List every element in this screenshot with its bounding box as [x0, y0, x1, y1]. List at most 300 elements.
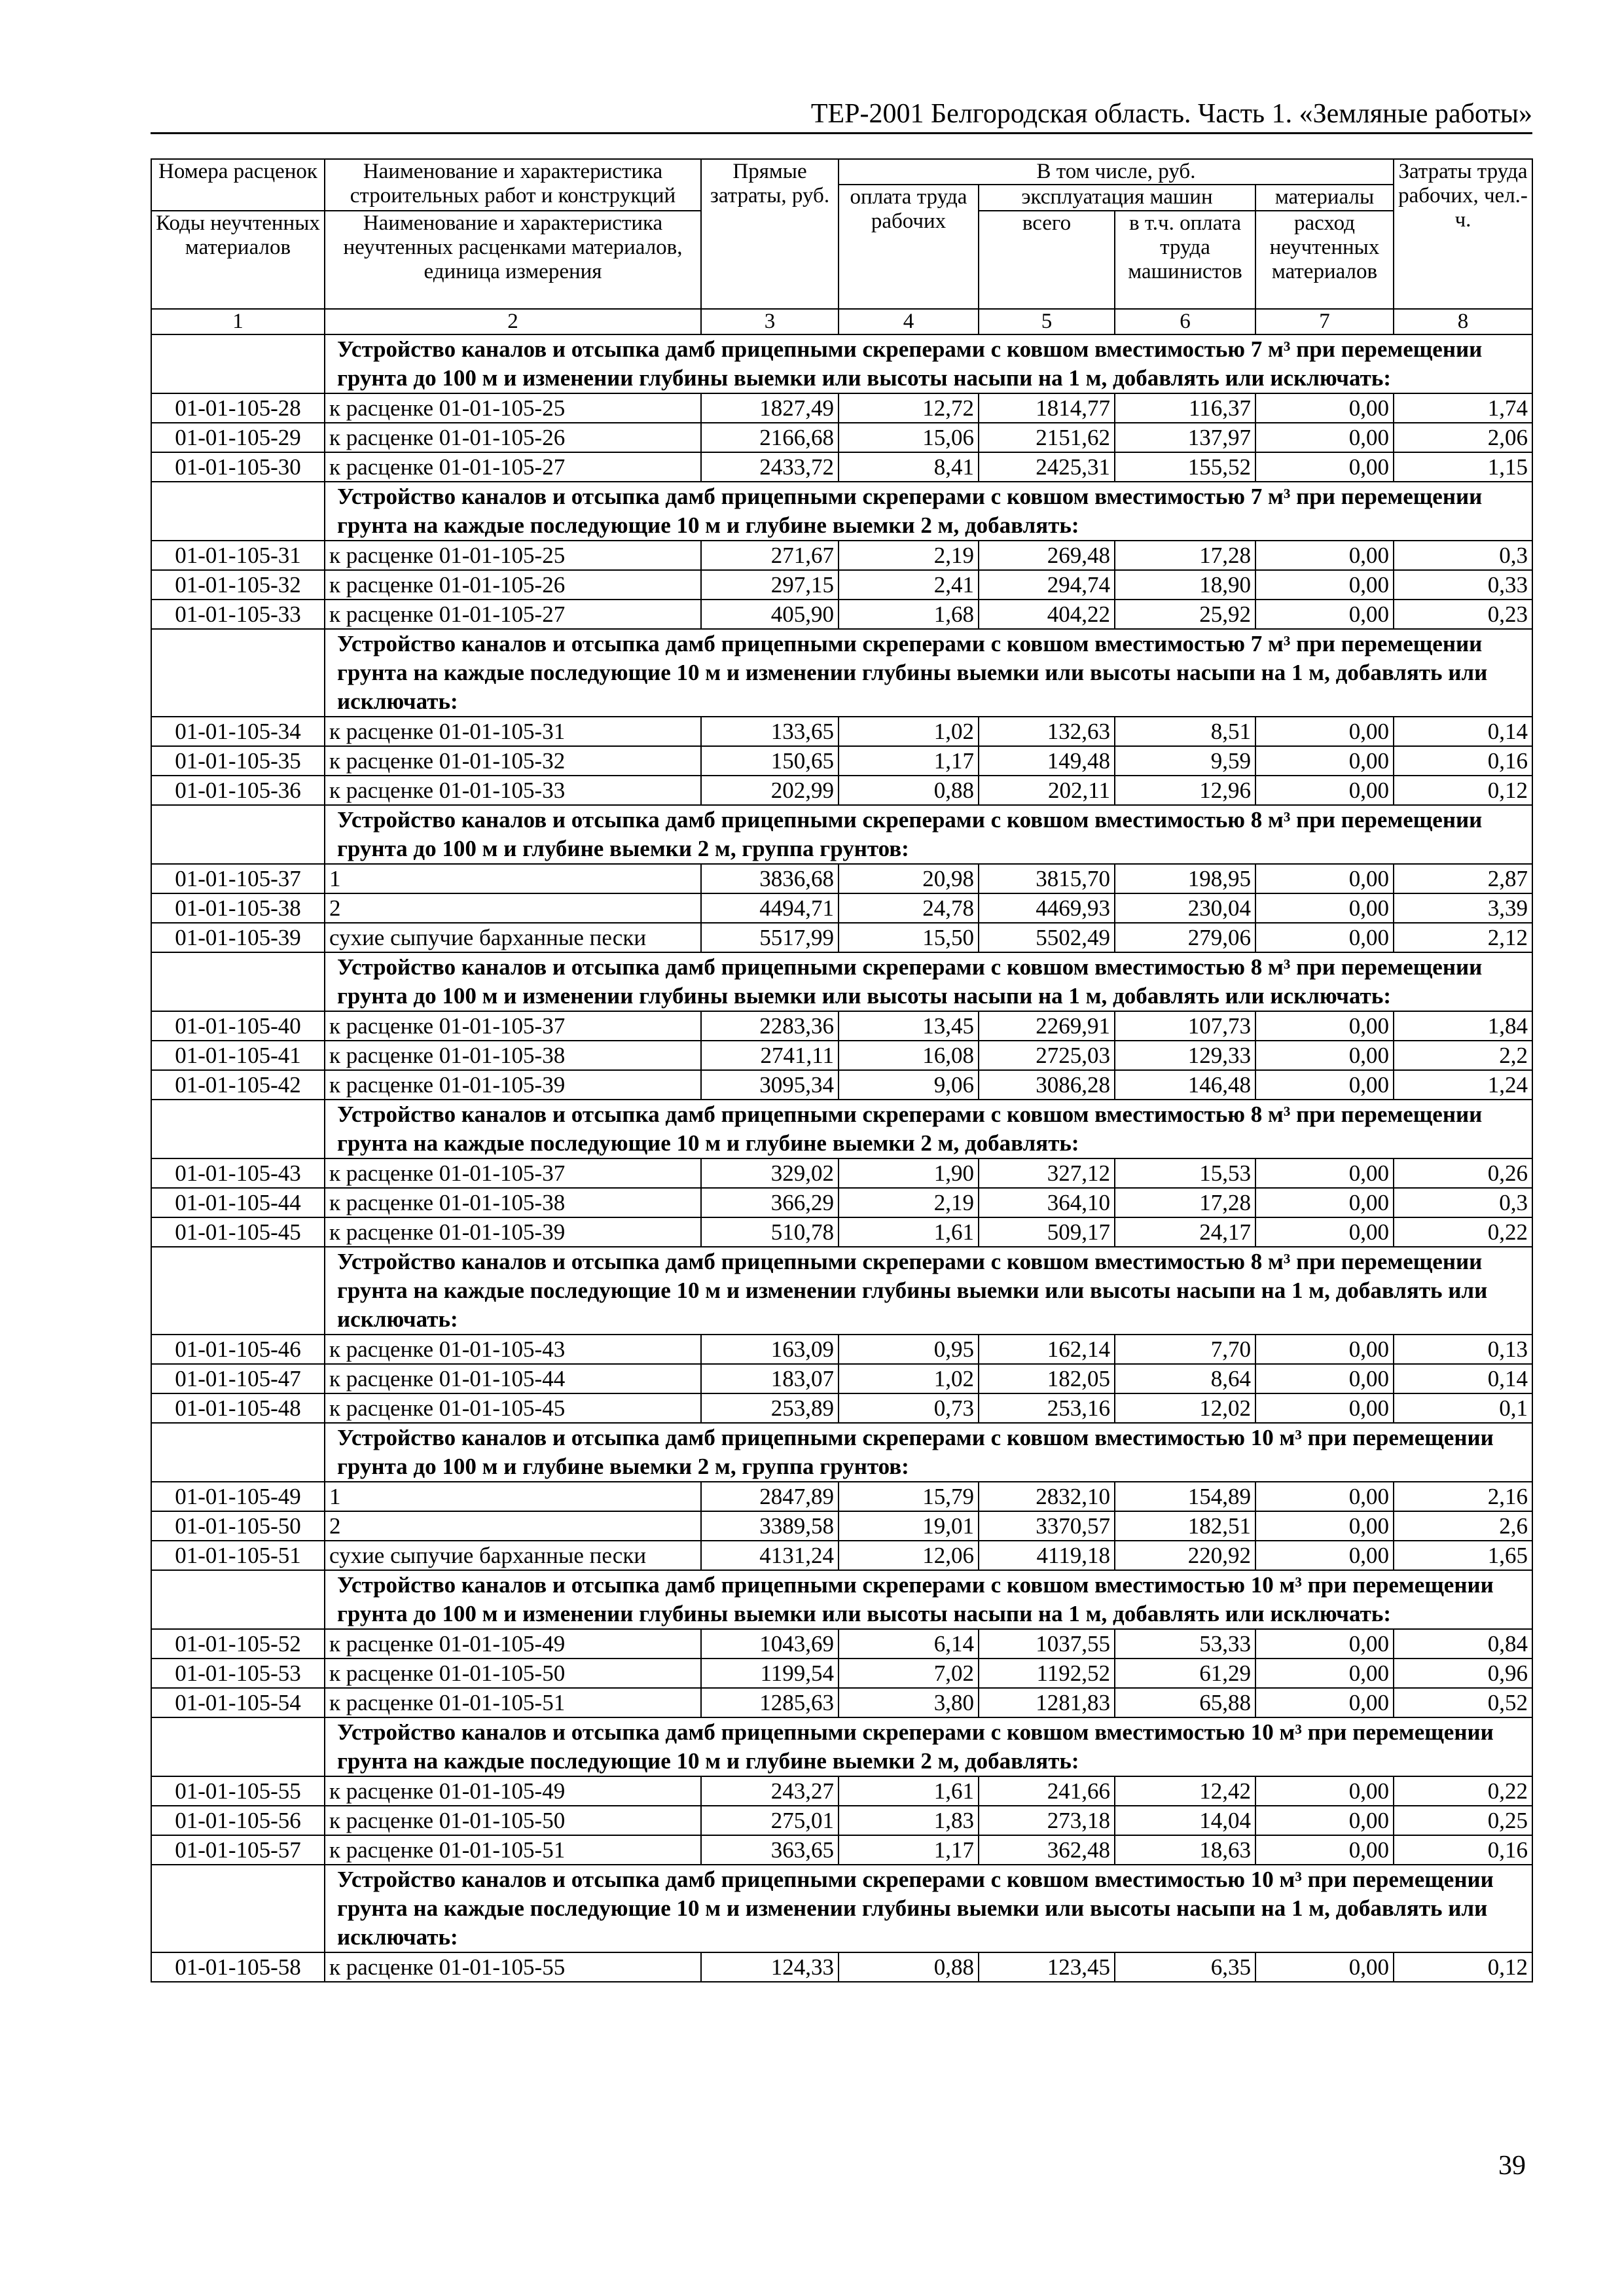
machinist-pay: 155,52 — [1115, 452, 1255, 482]
materials-cost: 0,00 — [1255, 923, 1394, 952]
direct-costs: 4494,71 — [701, 893, 839, 923]
machines-total: 1192,52 — [979, 1659, 1115, 1688]
rate-name: к расценке 01-01-105-44 — [325, 1364, 701, 1393]
direct-costs: 5517,99 — [701, 923, 839, 952]
table-header — [151, 159, 1532, 334]
labor-hours: 2,16 — [1394, 1482, 1532, 1511]
machinist-pay: 25,92 — [1115, 600, 1255, 629]
rate-code: 01-01-105-48 — [151, 1393, 325, 1423]
section-blank-cell — [151, 1865, 325, 1952]
rate-code: 01-01-105-54 — [151, 1688, 325, 1717]
section-title: Устройство каналов и отсыпка дамб прицепными скреперами с ковшом вместимостью 7 м³ при перемещении грунта до 100 м и изменении глубины выемки или высоты насыпи на 1 м, добавлять или исключать: — [325, 334, 1532, 393]
machinist-pay: 65,88 — [1115, 1688, 1255, 1717]
worker-pay: 7,02 — [839, 1659, 979, 1688]
rate-name: к расценке 01-01-105-39 — [325, 1070, 701, 1100]
direct-costs: 2741,11 — [701, 1041, 839, 1070]
machines-total: 5502,49 — [979, 923, 1115, 952]
rate-code: 01-01-105-58 — [151, 1952, 325, 1982]
labor-hours: 0,12 — [1394, 1952, 1532, 1982]
worker-pay: 20,98 — [839, 864, 979, 893]
materials-cost: 0,00 — [1255, 1835, 1394, 1865]
section-blank-cell — [151, 1100, 325, 1158]
materials-cost: 0,00 — [1255, 864, 1394, 893]
direct-costs: 1199,54 — [701, 1659, 839, 1688]
worker-pay: 0,88 — [839, 1952, 979, 1982]
section-blank-cell — [151, 482, 325, 541]
section-heading-row — [151, 482, 1532, 541]
labor-hours: 0,13 — [1394, 1335, 1532, 1364]
table-row — [151, 1629, 1532, 1659]
table-row — [151, 1541, 1532, 1570]
materials-cost: 0,00 — [1255, 1659, 1394, 1688]
machines-total: 2725,03 — [979, 1041, 1115, 1070]
header-machinist-pay: в т.ч. оплата труда машинистов — [1115, 211, 1255, 309]
column-number: 2 — [325, 309, 701, 334]
rate-code: 01-01-105-28 — [151, 393, 325, 423]
table-row — [151, 1659, 1532, 1688]
materials-cost: 0,00 — [1255, 1482, 1394, 1511]
materials-cost: 0,00 — [1255, 600, 1394, 629]
worker-pay: 0,73 — [839, 1393, 979, 1423]
labor-hours: 0,96 — [1394, 1659, 1532, 1688]
rate-name: сухие сыпучие барханные пески — [325, 1541, 701, 1570]
labor-hours: 2,2 — [1394, 1041, 1532, 1070]
direct-costs: 133,65 — [701, 717, 839, 746]
rate-name: к расценке 01-01-105-39 — [325, 1217, 701, 1247]
direct-costs: 405,90 — [701, 600, 839, 629]
materials-cost: 0,00 — [1255, 423, 1394, 452]
direct-costs: 202,99 — [701, 776, 839, 805]
rate-name: к расценке 01-01-105-27 — [325, 600, 701, 629]
table-row — [151, 1011, 1532, 1041]
materials-cost: 0,00 — [1255, 1511, 1394, 1541]
table-row — [151, 1217, 1532, 1247]
table-row — [151, 864, 1532, 893]
machines-total: 3370,57 — [979, 1511, 1115, 1541]
rate-name: к расценке 01-01-105-50 — [325, 1659, 701, 1688]
worker-pay: 1,17 — [839, 746, 979, 776]
section-blank-cell — [151, 1247, 325, 1335]
section-blank-cell — [151, 805, 325, 864]
rate-name: 1 — [325, 864, 701, 893]
section-title: Устройство каналов и отсыпка дамб прицепными скреперами с ковшом вместимостью 10 м³ при перемещении грунта до 100 м и глубине выемки 2 м, группа грунтов: — [325, 1423, 1532, 1482]
machinist-pay: 107,73 — [1115, 1011, 1255, 1041]
rate-code: 01-01-105-39 — [151, 923, 325, 952]
header-direct-costs: Прямые затраты, руб. — [701, 159, 839, 309]
direct-costs: 183,07 — [701, 1364, 839, 1393]
machines-total: 3086,28 — [979, 1070, 1115, 1100]
machinist-pay: 154,89 — [1115, 1482, 1255, 1511]
machines-total: 132,63 — [979, 717, 1115, 746]
header-unaccounted-materials: расход неучтенных материалов — [1255, 211, 1394, 309]
section-title: Устройство каналов и отсыпка дамб прицепными скреперами с ковшом вместимостью 7 м³ при перемещении грунта на каждые последующие 10 м и изменении глубины выемки или высоты насыпи на 1 м, добавлять или исключать: — [325, 629, 1532, 717]
table-row — [151, 717, 1532, 746]
direct-costs: 366,29 — [701, 1188, 839, 1217]
rate-name: 2 — [325, 893, 701, 923]
rate-code: 01-01-105-49 — [151, 1482, 325, 1511]
table-row — [151, 1393, 1532, 1423]
machinist-pay: 17,28 — [1115, 1188, 1255, 1217]
labor-hours: 2,6 — [1394, 1511, 1532, 1541]
materials-cost: 0,00 — [1255, 1217, 1394, 1247]
table-row — [151, 746, 1532, 776]
rate-code: 01-01-105-52 — [151, 1629, 325, 1659]
section-heading-row — [151, 952, 1532, 1011]
table-row — [151, 1364, 1532, 1393]
direct-costs: 271,67 — [701, 541, 839, 570]
labor-hours: 0,33 — [1394, 570, 1532, 600]
rate-code: 01-01-105-43 — [151, 1158, 325, 1188]
labor-hours: 2,87 — [1394, 864, 1532, 893]
direct-costs: 510,78 — [701, 1217, 839, 1247]
table-row — [151, 600, 1532, 629]
rate-code: 01-01-105-38 — [151, 893, 325, 923]
machinist-pay: 230,04 — [1115, 893, 1255, 923]
machinist-pay: 12,02 — [1115, 1393, 1255, 1423]
section-blank-cell — [151, 1570, 325, 1629]
machinist-pay: 9,59 — [1115, 746, 1255, 776]
materials-cost: 0,00 — [1255, 1011, 1394, 1041]
rate-name: к расценке 01-01-105-43 — [325, 1335, 701, 1364]
materials-cost: 0,00 — [1255, 541, 1394, 570]
rate-code: 01-01-105-47 — [151, 1364, 325, 1393]
rate-name: к расценке 01-01-105-26 — [325, 570, 701, 600]
rate-code: 01-01-105-57 — [151, 1835, 325, 1865]
rate-code: 01-01-105-29 — [151, 423, 325, 452]
machinist-pay: 61,29 — [1115, 1659, 1255, 1688]
labor-hours: 0,14 — [1394, 1364, 1532, 1393]
machines-total: 3815,70 — [979, 864, 1115, 893]
header-machine-operation: эксплуатация машин — [979, 185, 1255, 211]
worker-pay: 2,19 — [839, 541, 979, 570]
direct-costs: 329,02 — [701, 1158, 839, 1188]
materials-cost: 0,00 — [1255, 1364, 1394, 1393]
rate-code: 01-01-105-42 — [151, 1070, 325, 1100]
table-row — [151, 1688, 1532, 1717]
materials-cost: 0,00 — [1255, 1393, 1394, 1423]
materials-cost: 0,00 — [1255, 1688, 1394, 1717]
direct-costs: 1827,49 — [701, 393, 839, 423]
column-number: 5 — [979, 309, 1115, 334]
table-row — [151, 776, 1532, 805]
table-row — [151, 452, 1532, 482]
section-blank-cell — [151, 952, 325, 1011]
materials-cost: 0,00 — [1255, 1158, 1394, 1188]
labor-hours: 2,12 — [1394, 923, 1532, 952]
section-blank-cell — [151, 1717, 325, 1776]
worker-pay: 1,02 — [839, 717, 979, 746]
column-number: 8 — [1394, 309, 1532, 334]
rate-name: к расценке 01-01-105-51 — [325, 1835, 701, 1865]
header-materials: материалы — [1255, 185, 1394, 211]
labor-hours: 3,39 — [1394, 893, 1532, 923]
materials-cost: 0,00 — [1255, 1041, 1394, 1070]
machines-total: 2425,31 — [979, 452, 1115, 482]
machinist-pay: 146,48 — [1115, 1070, 1255, 1100]
direct-costs: 2847,89 — [701, 1482, 839, 1511]
machinist-pay: 53,33 — [1115, 1629, 1255, 1659]
machines-total: 1037,55 — [979, 1629, 1115, 1659]
rate-name: к расценке 01-01-105-25 — [325, 393, 701, 423]
labor-hours: 1,24 — [1394, 1070, 1532, 1100]
rate-name: к расценке 01-01-105-55 — [325, 1952, 701, 1982]
labor-hours: 0,84 — [1394, 1629, 1532, 1659]
section-blank-cell — [151, 629, 325, 717]
labor-hours: 0,12 — [1394, 776, 1532, 805]
worker-pay: 3,80 — [839, 1688, 979, 1717]
labor-hours: 1,15 — [1394, 452, 1532, 482]
table-row — [151, 1511, 1532, 1541]
section-title: Устройство каналов и отсыпка дамб прицепными скреперами с ковшом вместимостью 10 м³ при перемещении грунта на каждые последующие 10 м и изменении глубины выемки или высоты насыпи на 1 м, добавлять или исключать: — [325, 1865, 1532, 1952]
rate-name: к расценке 01-01-105-32 — [325, 746, 701, 776]
labor-hours: 0,14 — [1394, 717, 1532, 746]
rate-name: сухие сыпучие барханные пески — [325, 923, 701, 952]
labor-hours: 0,1 — [1394, 1393, 1532, 1423]
rate-code: 01-01-105-32 — [151, 570, 325, 600]
labor-hours: 1,74 — [1394, 393, 1532, 423]
header-machines-total: всего — [979, 211, 1115, 309]
section-heading-row — [151, 1717, 1532, 1776]
section-heading-row — [151, 629, 1532, 717]
machinist-pay: 8,51 — [1115, 717, 1255, 746]
labor-hours: 0,16 — [1394, 746, 1532, 776]
header-material-name: Наименование и характеристика неучтенных расценками материалов, единица измерения — [325, 211, 701, 309]
direct-costs: 2166,68 — [701, 423, 839, 452]
labor-hours: 0,3 — [1394, 1188, 1532, 1217]
table-row — [151, 1952, 1532, 1982]
machines-total: 269,48 — [979, 541, 1115, 570]
machines-total: 2151,62 — [979, 423, 1115, 452]
rate-name: к расценке 01-01-105-50 — [325, 1806, 701, 1835]
direct-costs: 363,65 — [701, 1835, 839, 1865]
section-title: Устройство каналов и отсыпка дамб прицепными скреперами с ковшом вместимостью 10 м³ при перемещении грунта до 100 м и изменении глубины выемки или высоты насыпи на 1 м, добавлять или исключать: — [325, 1570, 1532, 1629]
worker-pay: 1,83 — [839, 1806, 979, 1835]
direct-costs: 163,09 — [701, 1335, 839, 1364]
rate-name: к расценке 01-01-105-37 — [325, 1158, 701, 1188]
direct-costs: 243,27 — [701, 1776, 839, 1806]
section-heading-row — [151, 1570, 1532, 1629]
column-number: 7 — [1255, 309, 1394, 334]
materials-cost: 0,00 — [1255, 1952, 1394, 1982]
worker-pay: 15,06 — [839, 423, 979, 452]
rate-code: 01-01-105-36 — [151, 776, 325, 805]
rate-code: 01-01-105-35 — [151, 746, 325, 776]
machinist-pay: 14,04 — [1115, 1806, 1255, 1835]
machinist-pay: 198,95 — [1115, 864, 1255, 893]
worker-pay: 2,41 — [839, 570, 979, 600]
direct-costs: 124,33 — [701, 1952, 839, 1982]
rate-code: 01-01-105-31 — [151, 541, 325, 570]
materials-cost: 0,00 — [1255, 1629, 1394, 1659]
worker-pay: 0,95 — [839, 1335, 979, 1364]
worker-pay: 8,41 — [839, 452, 979, 482]
direct-costs: 150,65 — [701, 746, 839, 776]
worker-pay: 1,61 — [839, 1217, 979, 1247]
worker-pay: 0,88 — [839, 776, 979, 805]
labor-hours: 1,84 — [1394, 1011, 1532, 1041]
machinist-pay: 137,97 — [1115, 423, 1255, 452]
worker-pay: 13,45 — [839, 1011, 979, 1041]
materials-cost: 0,00 — [1255, 746, 1394, 776]
direct-costs: 3389,58 — [701, 1511, 839, 1541]
rate-name: к расценке 01-01-105-26 — [325, 423, 701, 452]
materials-cost: 0,00 — [1255, 452, 1394, 482]
rate-code: 01-01-105-34 — [151, 717, 325, 746]
machines-total: 241,66 — [979, 1776, 1115, 1806]
header-work-name: Наименование и характеристика строительных работ и конструкций — [325, 159, 701, 211]
worker-pay: 1,68 — [839, 600, 979, 629]
rate-code: 01-01-105-56 — [151, 1806, 325, 1835]
page-number: 39 — [1498, 2151, 1526, 2181]
worker-pay: 19,01 — [839, 1511, 979, 1541]
section-title: Устройство каналов и отсыпка дамб прицепными скреперами с ковшом вместимостью 8 м³ при перемещении грунта до 100 м и изменении глубины выемки или высоты насыпи на 1 м, добавлять или исключать: — [325, 952, 1532, 1011]
direct-costs: 253,89 — [701, 1393, 839, 1423]
machinist-pay: 15,53 — [1115, 1158, 1255, 1188]
direct-costs: 297,15 — [701, 570, 839, 600]
labor-hours: 0,3 — [1394, 541, 1532, 570]
machines-total: 364,10 — [979, 1188, 1115, 1217]
labor-hours: 0,23 — [1394, 600, 1532, 629]
rate-name: к расценке 01-01-105-27 — [325, 452, 701, 482]
column-number: 6 — [1115, 309, 1255, 334]
rate-name: к расценке 01-01-105-51 — [325, 1688, 701, 1717]
direct-costs: 275,01 — [701, 1806, 839, 1835]
direct-costs: 1043,69 — [701, 1629, 839, 1659]
rate-code: 01-01-105-41 — [151, 1041, 325, 1070]
column-number: 4 — [839, 309, 979, 334]
column-number: 1 — [151, 309, 325, 334]
machinist-pay: 17,28 — [1115, 541, 1255, 570]
machinist-pay: 12,96 — [1115, 776, 1255, 805]
rate-name: к расценке 01-01-105-49 — [325, 1629, 701, 1659]
labor-hours: 0,25 — [1394, 1806, 1532, 1835]
rate-code: 01-01-105-45 — [151, 1217, 325, 1247]
machines-total: 123,45 — [979, 1952, 1115, 1982]
materials-cost: 0,00 — [1255, 776, 1394, 805]
machines-total: 327,12 — [979, 1158, 1115, 1188]
header-material-codes: Коды неучтенных материалов — [151, 211, 325, 309]
rate-name: 2 — [325, 1511, 701, 1541]
table-row — [151, 423, 1532, 452]
rate-name: к расценке 01-01-105-45 — [325, 1393, 701, 1423]
worker-pay: 1,17 — [839, 1835, 979, 1865]
rate-name: 1 — [325, 1482, 701, 1511]
header-worker-pay: оплата труда рабочих — [839, 185, 979, 309]
header-rate-numbers: Номера расценок — [151, 159, 325, 211]
machines-total: 362,48 — [979, 1835, 1115, 1865]
table-row — [151, 1041, 1532, 1070]
worker-pay: 12,72 — [839, 393, 979, 423]
machinist-pay: 12,42 — [1115, 1776, 1255, 1806]
section-title: Устройство каналов и отсыпка дамб прицепными скреперами с ковшом вместимостью 7 м³ при перемещении грунта на каждые последующие 10 м и глубине выемки 2 м, добавлять: — [325, 482, 1532, 541]
rate-name: к расценке 01-01-105-37 — [325, 1011, 701, 1041]
table-row — [151, 1158, 1532, 1188]
worker-pay: 15,79 — [839, 1482, 979, 1511]
header-including: В том числе, руб. — [839, 159, 1394, 185]
labor-hours: 1,65 — [1394, 1541, 1532, 1570]
rate-code: 01-01-105-33 — [151, 600, 325, 629]
table-row — [151, 1335, 1532, 1364]
section-title: Устройство каналов и отсыпка дамб прицепными скреперами с ковшом вместимостью 8 м³ при перемещении грунта на каждые последующие 10 м и глубине выемки 2 м, добавлять: — [325, 1100, 1532, 1158]
worker-pay: 1,02 — [839, 1364, 979, 1393]
rate-name: к расценке 01-01-105-31 — [325, 717, 701, 746]
table-row — [151, 1070, 1532, 1100]
machines-total: 4119,18 — [979, 1541, 1115, 1570]
materials-cost: 0,00 — [1255, 1776, 1394, 1806]
rate-code: 01-01-105-44 — [151, 1188, 325, 1217]
section-heading-row — [151, 805, 1532, 864]
labor-hours: 0,22 — [1394, 1217, 1532, 1247]
direct-costs: 2283,36 — [701, 1011, 839, 1041]
machinist-pay: 220,92 — [1115, 1541, 1255, 1570]
rate-code: 01-01-105-53 — [151, 1659, 325, 1688]
machinist-pay: 279,06 — [1115, 923, 1255, 952]
worker-pay: 16,08 — [839, 1041, 979, 1070]
rate-name: к расценке 01-01-105-33 — [325, 776, 701, 805]
worker-pay: 2,19 — [839, 1188, 979, 1217]
labor-hours: 0,22 — [1394, 1776, 1532, 1806]
machines-total: 149,48 — [979, 746, 1115, 776]
rate-code: 01-01-105-30 — [151, 452, 325, 482]
rate-code: 01-01-105-50 — [151, 1511, 325, 1541]
machinist-pay: 6,35 — [1115, 1952, 1255, 1982]
direct-costs: 1285,63 — [701, 1688, 839, 1717]
table-row — [151, 1482, 1532, 1511]
machines-total: 404,22 — [979, 600, 1115, 629]
table-row — [151, 1835, 1532, 1865]
materials-cost: 0,00 — [1255, 1541, 1394, 1570]
section-title: Устройство каналов и отсыпка дамб прицепными скреперами с ковшом вместимостью 8 м³ при перемещении грунта до 100 м и глубине выемки 2 м, группа грунтов: — [325, 805, 1532, 864]
machinist-pay: 8,64 — [1115, 1364, 1255, 1393]
machinist-pay: 24,17 — [1115, 1217, 1255, 1247]
machines-total: 202,11 — [979, 776, 1115, 805]
worker-pay: 1,61 — [839, 1776, 979, 1806]
machinist-pay: 7,70 — [1115, 1335, 1255, 1364]
section-heading-row — [151, 334, 1532, 393]
table-row — [151, 893, 1532, 923]
labor-hours: 0,16 — [1394, 1835, 1532, 1865]
machines-total: 1814,77 — [979, 393, 1115, 423]
materials-cost: 0,00 — [1255, 717, 1394, 746]
machines-total: 294,74 — [979, 570, 1115, 600]
worker-pay: 12,06 — [839, 1541, 979, 1570]
table-body — [151, 334, 1532, 1982]
machinist-pay: 116,37 — [1115, 393, 1255, 423]
section-heading-row — [151, 1247, 1532, 1335]
section-heading-row — [151, 1865, 1532, 1952]
labor-hours: 2,06 — [1394, 423, 1532, 452]
header-labor-costs: Затраты труда рабочих, чел.-ч. — [1394, 159, 1532, 309]
materials-cost: 0,00 — [1255, 1070, 1394, 1100]
materials-cost: 0,00 — [1255, 1335, 1394, 1364]
machines-total: 1281,83 — [979, 1688, 1115, 1717]
table-row — [151, 923, 1532, 952]
column-number: 3 — [701, 309, 839, 334]
machines-total: 182,05 — [979, 1364, 1115, 1393]
materials-cost: 0,00 — [1255, 570, 1394, 600]
rate-code: 01-01-105-55 — [151, 1776, 325, 1806]
table-row — [151, 1776, 1532, 1806]
section-blank-cell — [151, 1423, 325, 1482]
table-row — [151, 570, 1532, 600]
worker-pay: 6,14 — [839, 1629, 979, 1659]
direct-costs: 4131,24 — [701, 1541, 839, 1570]
machinist-pay: 129,33 — [1115, 1041, 1255, 1070]
materials-cost: 0,00 — [1255, 393, 1394, 423]
section-title: Устройство каналов и отсыпка дамб прицепными скреперами с ковшом вместимостью 10 м³ при перемещении грунта на каждые последующие 10 м и глубине выемки 2 м, добавлять: — [325, 1717, 1532, 1776]
table-row — [151, 1806, 1532, 1835]
column-number-row — [151, 309, 1532, 334]
